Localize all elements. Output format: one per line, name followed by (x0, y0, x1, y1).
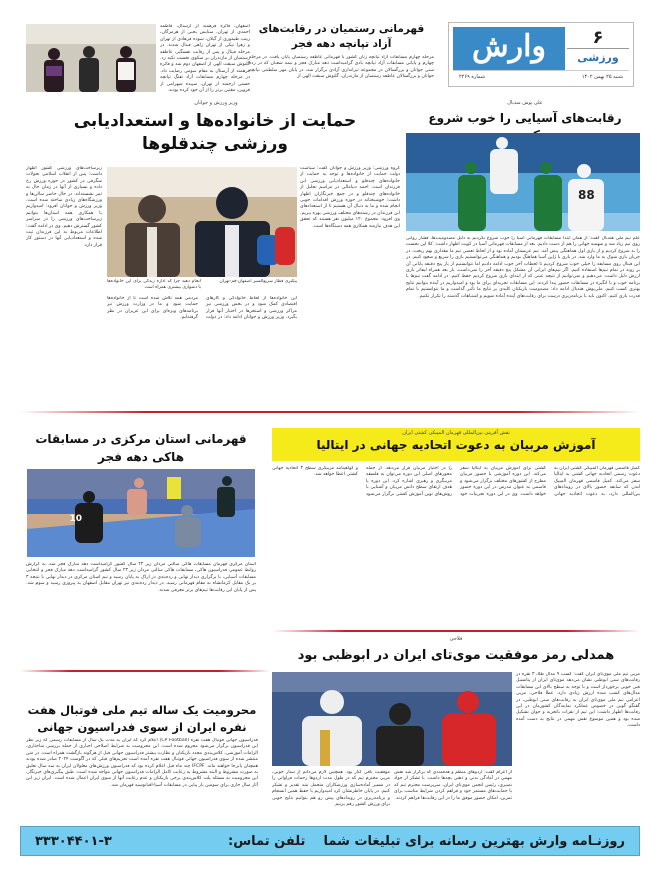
coaches-headline-box (272, 428, 640, 461)
handball-article-body: علم تیم ملی هندبال گفت: از همان ابتدا مسابقات قهرمانی آسیا را خوب شروع نکردیم به دلیل مصدومیت‌ها، فشار روانی روی تیم زیاد شد و سهمیه جهانی را هم از دست دادیم. بعد از مسابقات قهرمانی آسیا در کویت اظهار داشت: کلا این نحست را بد شروع کردیم و از بازی اول هماهنگی پیش آمد. تیم عربستان آماده بود و از لحاظ تعصی تیم ما مقداری بهم ریخت. در جریان بازی شوک به ما وارد شد. در بازی با ژاپن آسیا هماهنگ بودیم و هماهنگی می‌توانستیم بازی را سریع و صعود کنیم. در این فینال روی مسابقه را خیلی خوب شروع کردیم تا لحظات آخر خوب ادامه دادیم اما نتوانستیم از بار پنج دقیقه پایانی آن بر روند در تمام تیم‌ها استفاده کنیم. اگر تیم‌های ایرانی آن مشکل پنج دقیقه آخر را نمی‌داشت، بار بعد همراه لیفاتر بازی ارزش دلیل داشت. می‌دهیم و نمی‌توانیم از نتیجه عینی که از ابتدای بازی شروع کردیم حفظ کنیم. در ادامه گفت تیم‌ها با برنامه خوب و با انگیزه در مسابقات حضور پیدا کردند. این مسابقات تجربه‌ای برای ما بود و امیدواریم در آینده بتوانیم نتایج بهتری کسب کنیم. ملی‌پوش هندبال ادامه داد: مصدومیت بازیکنان کلیدی بر نتایج ما تأثیر گذاشت و ما نتوانستیم با تمام قدرت بازی کنیم. اکنون باید با برنامه‌ریزی درست برای رقابت‌های آینده آماده شویم و اشتباهات گذشته را تکرار نکنیم. (406, 236, 640, 299)
muaythai-photo (272, 672, 512, 766)
article-kicker: علی پوش مندبال (507, 100, 543, 106)
hockey-article-body: استان مرکزی قهرمان مسابقات هاکی سالنی مردان زیر ۲۳ سال کشور گرامیداشت دهه مبارک فجر شد. به گزارش روابط عمومی فدراسیون هاکی، مسابقات هاکی سالنی مردان زیر ۲۳ سال کشور گرامیداشت دهه مبارک فجر و انتخابی مسابقات آسیایی، با برگزاری دیدار نهایی و رده‌بندی در اراک به پایان رسید و تیم استان مرکزی در دیدار نهایی با نتیجه ۳ بر یک مقابل کرمانشاه به مقام قهرمانی رسید. در دیدار رده‌بندی نیز تهران مقابل اصفهان به پیروزی رسید و سوم شد. پس از پایان این رقابت‌ها تیم‌های برتر معرفی شدند. (26, 562, 256, 593)
hockey-photo (27, 469, 255, 557)
article-title-football: محرومیت یک ساله تیم ملی فوتبال هفت نفره ایران از سوی فدراسیون جهانی (27, 703, 257, 734)
hockey-match-illustration (27, 469, 255, 557)
masthead (448, 22, 634, 87)
shooting-team-photo (26, 24, 156, 92)
masthead-dateline (453, 70, 629, 82)
article-title-coaches: آموزش مربیان به دعوت اتحادیه جهانی در ایتالیا (316, 438, 596, 452)
advertising-banner (20, 826, 640, 856)
section-divider (20, 411, 640, 413)
article-kicker: وزیر ورزش و جوانان (194, 100, 238, 106)
muaythai-article-body: مربی تیم ملی موی‌تای ایران گفت: کسب ۹ مدال طلا، ۳ نقره در رقابت‌های سنی ابوظبی نشان می‌دهد موی‌تای ایران از پتانسیل فنی خوبی برخوردار است و با توجه به سطح بالای این مسابقات مدال‌های کسب شده ارزش زیادی دارد. عطا فلاحی، مربی اعزامی تیم ملی موی‌تای ایران به رقابت‌های سنی ابوظبی، در گفتگو گویی در خصوص عملکرد نمایندگان کشورمان در این رقابت‌ها اظهار داشت: این تیم از نفرات باتجربه و جوان تشکیل شده بود و همین موضوع نقش مهمی در نتایج به دست آمده داشت. (516, 672, 640, 729)
section-name: ورزشی (577, 51, 619, 64)
article-body: مرحله چهارم مسابقات آزاد تپانچه زنان کشور با قهرمانی عاطفه رستمیان پایان یافت. در مرحله چهارم و پایانی مسابقات آزاد تپانچه بادی گرامیداشت دهه مبارک فجر و نیمه شعبان که در رده سنی جوانان و بزرگسالان در مجموعه تیراندازی آزادی برگزار شد، در پایان مهر سلطنتی تپانچه جوانان و بزرگسالان عاطفه رستمیان از مازندران، گلنوش سبقت الهی از (249, 55, 434, 80)
minister-press-illustration (107, 167, 297, 277)
handball-match-illustration (406, 133, 640, 231)
section-divider (20, 670, 270, 672)
football-article-body: فدراسیون جهانی فوتبال هفت نفره (CP Football) اعلام کرد که ایران به مدت یک سال از مسابقات رسمی که زیر نظر این فدراسیون برگزار می‌شود محروم شده است. این محرومیت به شرایط اصلاحی اجباری از جمله بررسی ساختاری، الزامات آموزشی، کلاس‌بندی مجدد بازیکنان و نظارت بیشتر فدراسیون جهانی قبل از هرگونه بازگشت همراه است. در متن منتشر شده از سوی فدراسیون جهانی فوتبال هفت نفره آمده است تحریم‌های قبلی که در آگوست ۲۰۲۴ صادر شده بودند همچنان پابرجا خواهند ماند. IFCPF چند ماه قبل اعلام کرده بود که فدراسیون ورزش‌های معلولان ایران به سه سال تعلیق به صورت مشروط و البته مشروط به رعایت کامل الزامات فدراسیون جهانی مواجه شده است. طبق پیگیری‌های خبرنگار، این محرومیت به مسئله پلت کلاس‌بندی برخی بازیکنان و عدم رعایت آنها از سوی ایران اعمال شده است. ایران زیر این آثار سال جاری برای سومین بار پیاپی در مسابقات آسیا-اقیانوسیه قهرمان شد. (26, 738, 258, 788)
newspaper-logo: وارش (453, 27, 565, 71)
minister-col-3: زیرساخت‌های ورزشی کشور اظهار داشت: پس از انقلاب اسلامی تحولات شگرفی در کشور در حوزه ورزش رخ داده و بسیاری از آنها در زمان حال به ثمر نشسته‌اند. در حال حاضر سالن‌ها و ورزشگاه‌های زیادی ساخته شده است. وزیر ورزش و جوانان افزود: امیدواریم با همکاری همه استان‌ها بتوانیم زیرساخت‌های ورزشی را در سراسر کشور گسترش دهیم. وی در ادامه گفت: اطلاعات مربوط به این فرزندان ثبت شده و استعدادیابی آنها در دستور کار قرار دارد. (26, 166, 102, 248)
article-kicker: نقش آفرینی بین‌المللی قهرمان المپیکی کشتی ایران (402, 430, 510, 436)
svg-text:10: 10 (69, 514, 82, 524)
handball-photo (406, 133, 640, 231)
muaythai-team-illustration (272, 672, 512, 766)
article-kicker: فلاحی (449, 636, 463, 642)
article-body-continued: اصفهان، فائزه فرهمند از آرسنال، فاطمه احمدی از تهران، ستایش یحیی از هرمزگان، زینب طیموری از گیلان، سوده فرهادی از تهران و زهرا نیکی از تهران راهی فینال شدند. در مرحله فینال و پس از رقابت نفسگیر، عاطفه رستمیان از مازندران بر سکوی نخست تکیه زد. گلنوش سبقت الهی از اصفهان دوم شد و فائزه فرهمند از آرسنال به مقام سومی رضایت داد. در مرحله چهارم مسابقات آزاد تفنگ تپانچه حسنی ارجمند از تهران، سپیده شهرامی از قزوین، مقتین برتر را از آن خود کرده بودند. (160, 24, 250, 92)
muaythai-article-body-3: موفقیت باقی کنار بود. همچنین لازم می‌دانم از ستار خوبی، مربی محترم تیم که در طول مدت اردوها زحمات فراوانی را در مسیر آماده‌سازی ورزشکاران متحمل شد تقدیر و تشکر کنیم. در پایان خاطرنشان کرد امیدواریم با حفظ همین انسجام و برنامه‌ریزی در رویدادهای پیش رو هم بتوانیم نتایج خوبی برای ورزش کشور رقم بزنیم. (272, 770, 390, 808)
article-title-minister: حمایت از خانواده‌ها و استعدادیابی ورزشی چندقلوها (73, 111, 357, 154)
minister-col-1: گروه ورزشی: وزیر ورزش و جوانان گفت: سیاست دولت حمایت از خانواده‌ها و توجه به حمایت از خانواده‌های چندقلو و استعدادیابی ورزشی این فرزندان است. احمد دنیامالی در مراسم تجلیل از خانواده‌های چندقلو و در جمع خبرنگاران اظهار داشت: خوشبختانه در حوزه ورزش اقدامات خوبی انجام شده و ما به دنبال آن هستیم تا از استعدادهای این فرزندان در رشته‌های مختلف ورزشی بهره ببریم. وی افزود: مجموع ۱۲۰ میلیون نفر هستند که تحقق این هدف نیازمند همکاری همه دستگاه‌ها است. (300, 166, 400, 229)
page-number: ۶ (567, 27, 629, 49)
section-divider (272, 630, 640, 632)
phone-number: ۳۳۳۰۴۴۰۱-۳ (35, 833, 112, 849)
banner-slogan: روزنـامه وارش بهترین رسانه برای تبلیغات شما تلفن تماس: (228, 833, 625, 849)
svg-text:88: 88 (578, 188, 595, 202)
photo-caption: پیگیری قطار سریع‌السیر اصفهان-قم-تهران (219, 279, 297, 284)
minister-col-2: این خانواده‌ها از لحاظ خانوادگی و کارهای اقتصادی کمک شود و در بخش ورزشی نیز مراکز ورزشی و استخرها در اختیار آنها قرار بگیرد. وزیر ورزش و جوانان ادامه داد: در دولت مردمی همه تلاش شده است تا از خانواده‌ها حمایت شود و ما در وزارت ورزش نیز برنامه‌های ویژه‌ای برای این عزیزان در نظر گرفته‌ایم. (107, 296, 297, 321)
coaches-article-body: کمیل قاسمی قهرمان المپیکی کشتی ایران به دعوت رسمی اتحادیه جهانی کشتی به ایتالیا سفر می‌کند. کمیل قاسمی قهرمان المپیک لندن که سابقه حضور بالای در رویدادهای بین‌المللی دارد، به دعوت اتحادیه جهانی کشتی برای آموزش مربیان به ایتالیا سفر می‌کند. این دوره آموزشی با حضور مربیان مطرح از کشورهای مختلف برگزار می‌شود و قاسمی به عنوان مدرس در این دوره حضور خواهد داشت. وی در این دوره تجربیات خود را در اختیار مربیان قرار می‌دهد. از جمله محورهای اصلی این دوره می‌توان به فلسفه مربیگری و رهبری اشاره کرد. این دوره با هدف ارتقای سطح دانش مربیان و آشنایی با روش‌های نوین آموزش کشتی برگزار می‌شود و گواهینامه مربیگری سطح ۳ اتحادیه جهانی کشتی اعطا خواهد شد. (272, 466, 640, 497)
article-shooting (249, 22, 434, 102)
muaythai-article-body-2: از اعزام گفت: اردوهای منظم و هدفمندی که برگزار شد نقش مهمی در آمادگی بدنی و ذهنی بچه‌ها داشت. با تشکر از جواد نصیری، رئیس انجمن موی‌تای ایران، سرپرست محترم تیم که با حمایت‌های مستمر خود و فراهم کردن شرایط مناسب برای تمرین، امکان حضور موفق ما را در این رقابت‌ها فراهم کردند. (394, 770, 512, 801)
article-title-hockey: قهرمانی استان مرکزی در مسابقات هاکی دهه فجر (35, 432, 247, 464)
article-title-handball: رقابت‌های آسیایی را خوب شروع (428, 111, 622, 125)
article-title: قهرمانی رستمیان در رقابت‌های آزاد تپانچه دهه فجر (258, 23, 425, 50)
shooters-illustration (26, 24, 156, 92)
issue-date: شنبه ۲۵ بهمن ۱۴۰۲ (581, 73, 623, 80)
phone-label: تلفن تماس: (228, 833, 306, 849)
minister-photo (107, 167, 297, 277)
issue-number: شماره ۲۲۶۹ (459, 73, 485, 80)
article-title-muaythai: همدلی رمز موفقیت موی‌تای ایران در ابوظبی بود (297, 648, 615, 663)
photo-caption-left: انجام دهید چرا که اداره زندگی برای این خانواده‌ها با دشواری بیشتری همراه است (107, 279, 201, 291)
